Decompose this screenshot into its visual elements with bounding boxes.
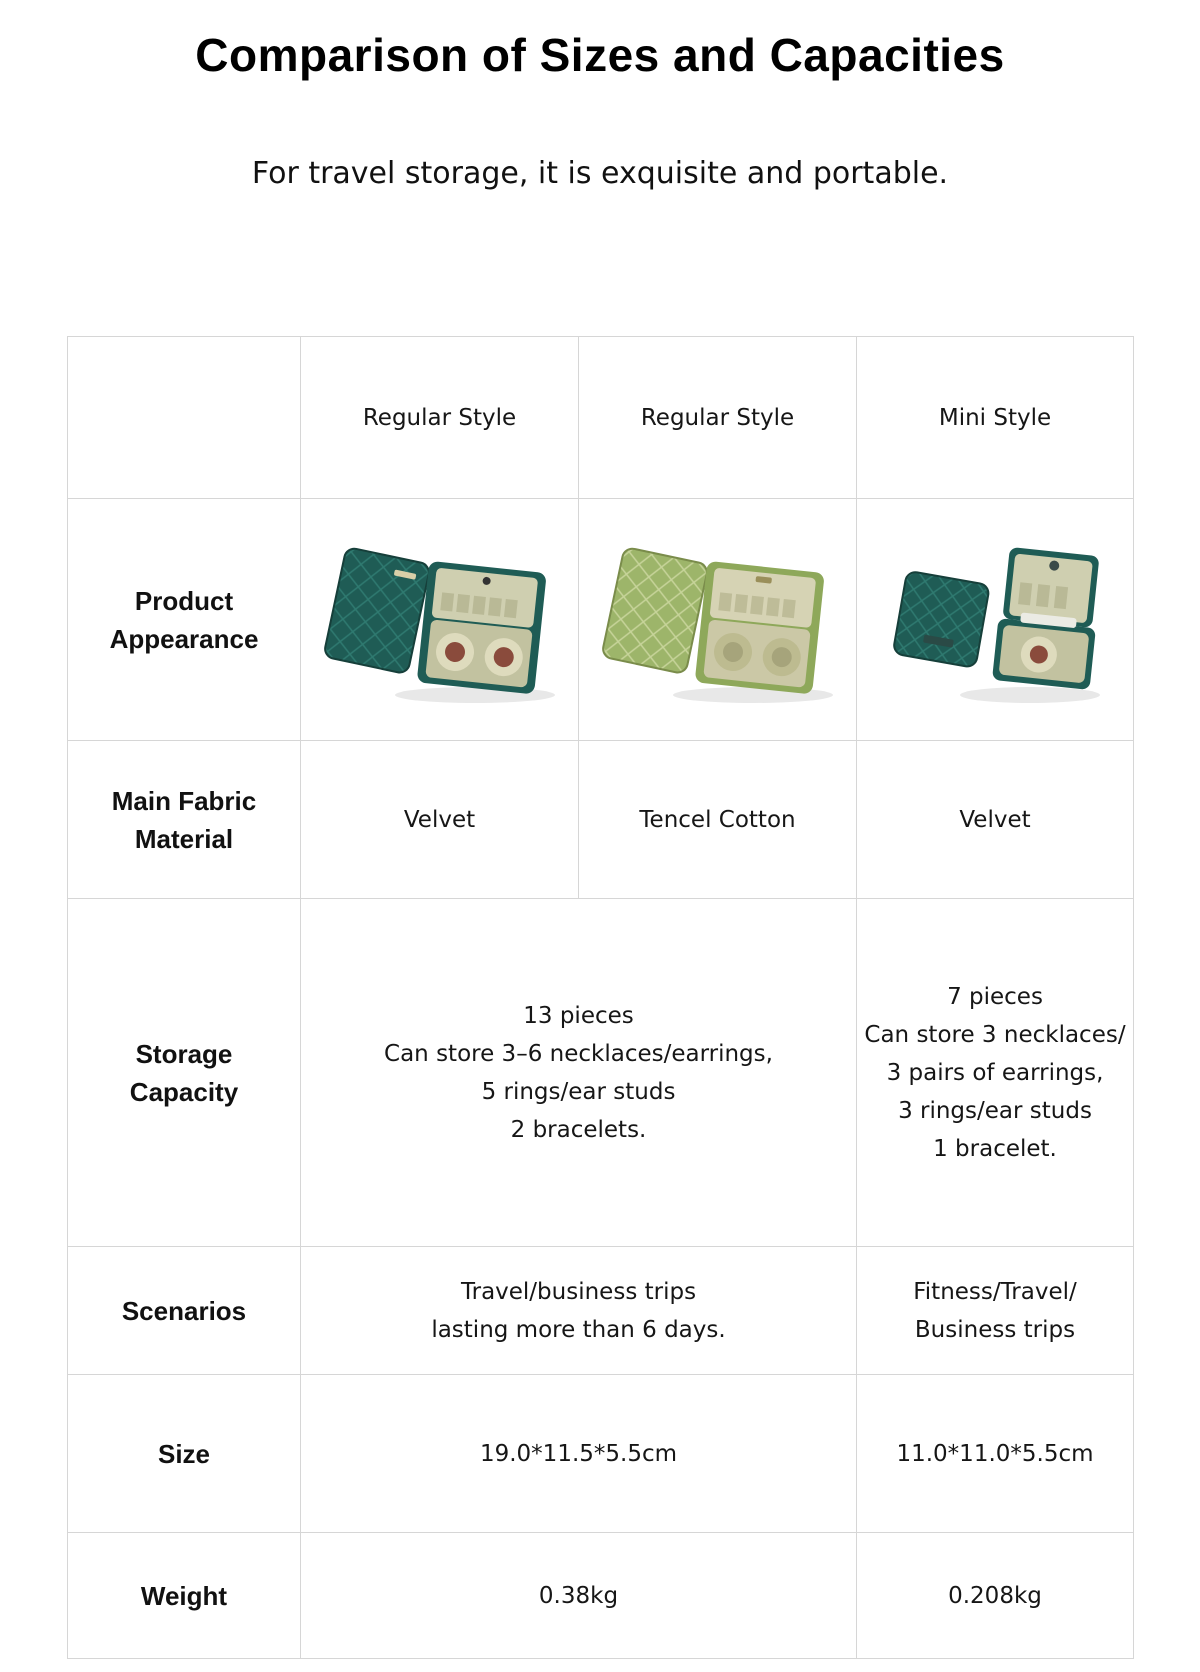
row-label-size: Size — [68, 1375, 301, 1533]
material-mini: Velvet — [857, 741, 1134, 899]
header-empty-cell — [68, 337, 301, 499]
table-row-size — [68, 1375, 1134, 1533]
table-row-weight — [68, 1533, 1134, 1659]
comparison-table — [67, 336, 1134, 1659]
capacity-mini: 7 pieces Can store 3 necklaces/ 3 pairs of earrings, 3 rings/ear studs 1 bracelet. — [857, 899, 1134, 1247]
product-image-regular-tencel — [579, 499, 857, 741]
material-regular-tencel: Tencel Cotton — [579, 741, 857, 899]
table-row-scenarios — [68, 1247, 1134, 1375]
size-regular: 19.0*11.5*5.5cm — [301, 1375, 857, 1533]
column-header-mini: Mini Style — [857, 337, 1134, 499]
jewelry-case-velvet-mini-image — [870, 525, 1120, 715]
jewelry-case-velvet-regular-image — [315, 525, 565, 715]
scenarios-mini: Fitness/Travel/ Business trips — [857, 1247, 1134, 1375]
product-image-mini — [857, 499, 1134, 741]
column-header-regular-velvet: Regular Style — [301, 337, 579, 499]
row-label-material: Main Fabric Material — [68, 741, 301, 899]
column-header-regular-tencel: Regular Style — [579, 337, 857, 499]
table-row-capacity — [68, 899, 1134, 1247]
jewelry-case-tencel-regular-image — [593, 525, 843, 715]
row-label-scenarios: Scenarios — [68, 1247, 301, 1375]
material-regular-velvet: Velvet — [301, 741, 579, 899]
weight-regular: 0.38kg — [301, 1533, 857, 1659]
row-label-weight: Weight — [68, 1533, 301, 1659]
row-label-appearance: Product Appearance — [68, 499, 301, 741]
size-mini: 11.0*11.0*5.5cm — [857, 1375, 1134, 1533]
row-label-capacity: Storage Capacity — [68, 899, 301, 1247]
page-subtitle: For travel storage, it is exquisite and portable. — [251, 156, 949, 191]
table-row-material — [68, 741, 1134, 899]
weight-mini: 0.208kg — [857, 1533, 1134, 1659]
scenarios-regular: Travel/business trips lasting more than 6 days. — [301, 1247, 857, 1375]
table-row-appearance — [68, 499, 1134, 741]
product-image-regular-velvet — [301, 499, 579, 741]
capacity-regular: 13 pieces Can store 3–6 necklaces/earrings, 5 rings/ear studs 2 bracelets. — [301, 899, 857, 1247]
table-header-row — [68, 337, 1134, 499]
page-title: Comparison of Sizes and Capacities — [195, 29, 1005, 81]
